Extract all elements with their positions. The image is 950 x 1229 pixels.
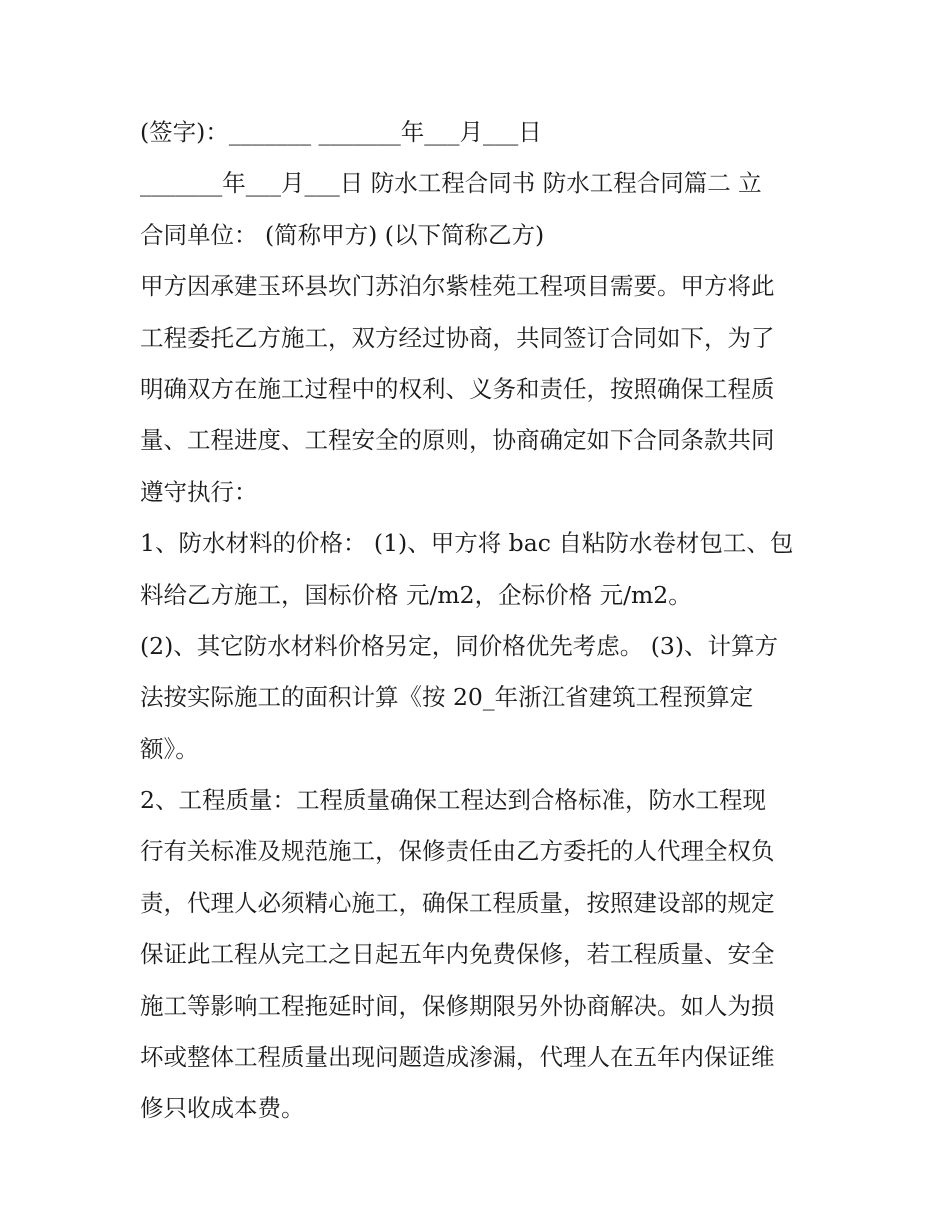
text-line: (2)、其它防水材料价格另定，同价格优先考虑。 (3)、计算方 bbox=[140, 631, 779, 660]
text-line-signature: (签字)：_______ _______年___月___日 bbox=[140, 118, 542, 146]
text-line: 法按实际施工的面积计算《按 20_年浙江省建筑工程预算定 bbox=[140, 683, 754, 712]
text-line: 明确双方在施工过程中的权利、义务和责任，按照确保工程质 bbox=[140, 374, 775, 403]
text-line: 额》。 bbox=[140, 734, 199, 763]
text-line: 修只收成本费。 bbox=[140, 1094, 305, 1123]
text-line-parties: 合同单位： (简称甲方) (以下简称乙方) bbox=[140, 220, 545, 249]
text-line-clause-1: 1、防水材料的价格： (1)、甲方将 bac 自粘防水卷材包工、包 bbox=[140, 529, 794, 558]
text-line: 工程委托乙方施工，双方经过协商，共同签订合同如下，为了 bbox=[140, 323, 775, 352]
text-line-clause-2: 2、工程质量：工程质量确保工程达到合格标准，防水工程现 bbox=[140, 786, 766, 815]
text-line: 行有关标准及规范施工，保修责任由乙方委托的人代理全权负 bbox=[140, 837, 775, 866]
contract-body-text bbox=[140, 107, 820, 1135]
text-line-date-title: _______年___月___日 防水工程合同书 防水工程合同篇二 立 bbox=[140, 169, 762, 198]
text-line: 料给乙方施工，国标价格 元/m2，企标价格 元/m2。 bbox=[140, 580, 692, 609]
text-line: 量、工程进度、工程安全的原则，协商确定如下合同条款共同 bbox=[140, 426, 775, 455]
text-line: 责，代理人必须精心施工，确保工程质量，按照建设部的规定 bbox=[140, 888, 775, 917]
text-line: 甲方因承建玉环县坎门苏泊尔紫桂苑工程项目需要。甲方将此 bbox=[140, 272, 775, 301]
text-line: 遵守执行： bbox=[140, 477, 258, 506]
text-line: 保证此工程从完工之日起五年内免费保修，若工程质量、安全 bbox=[140, 940, 775, 969]
text-line: 施工等影响工程拖延时间，保修期限另外协商解决。如人为损 bbox=[140, 991, 775, 1020]
text-line: 坏或整体工程质量出现问题造成渗漏，代理人在五年内保证维 bbox=[140, 1043, 775, 1072]
